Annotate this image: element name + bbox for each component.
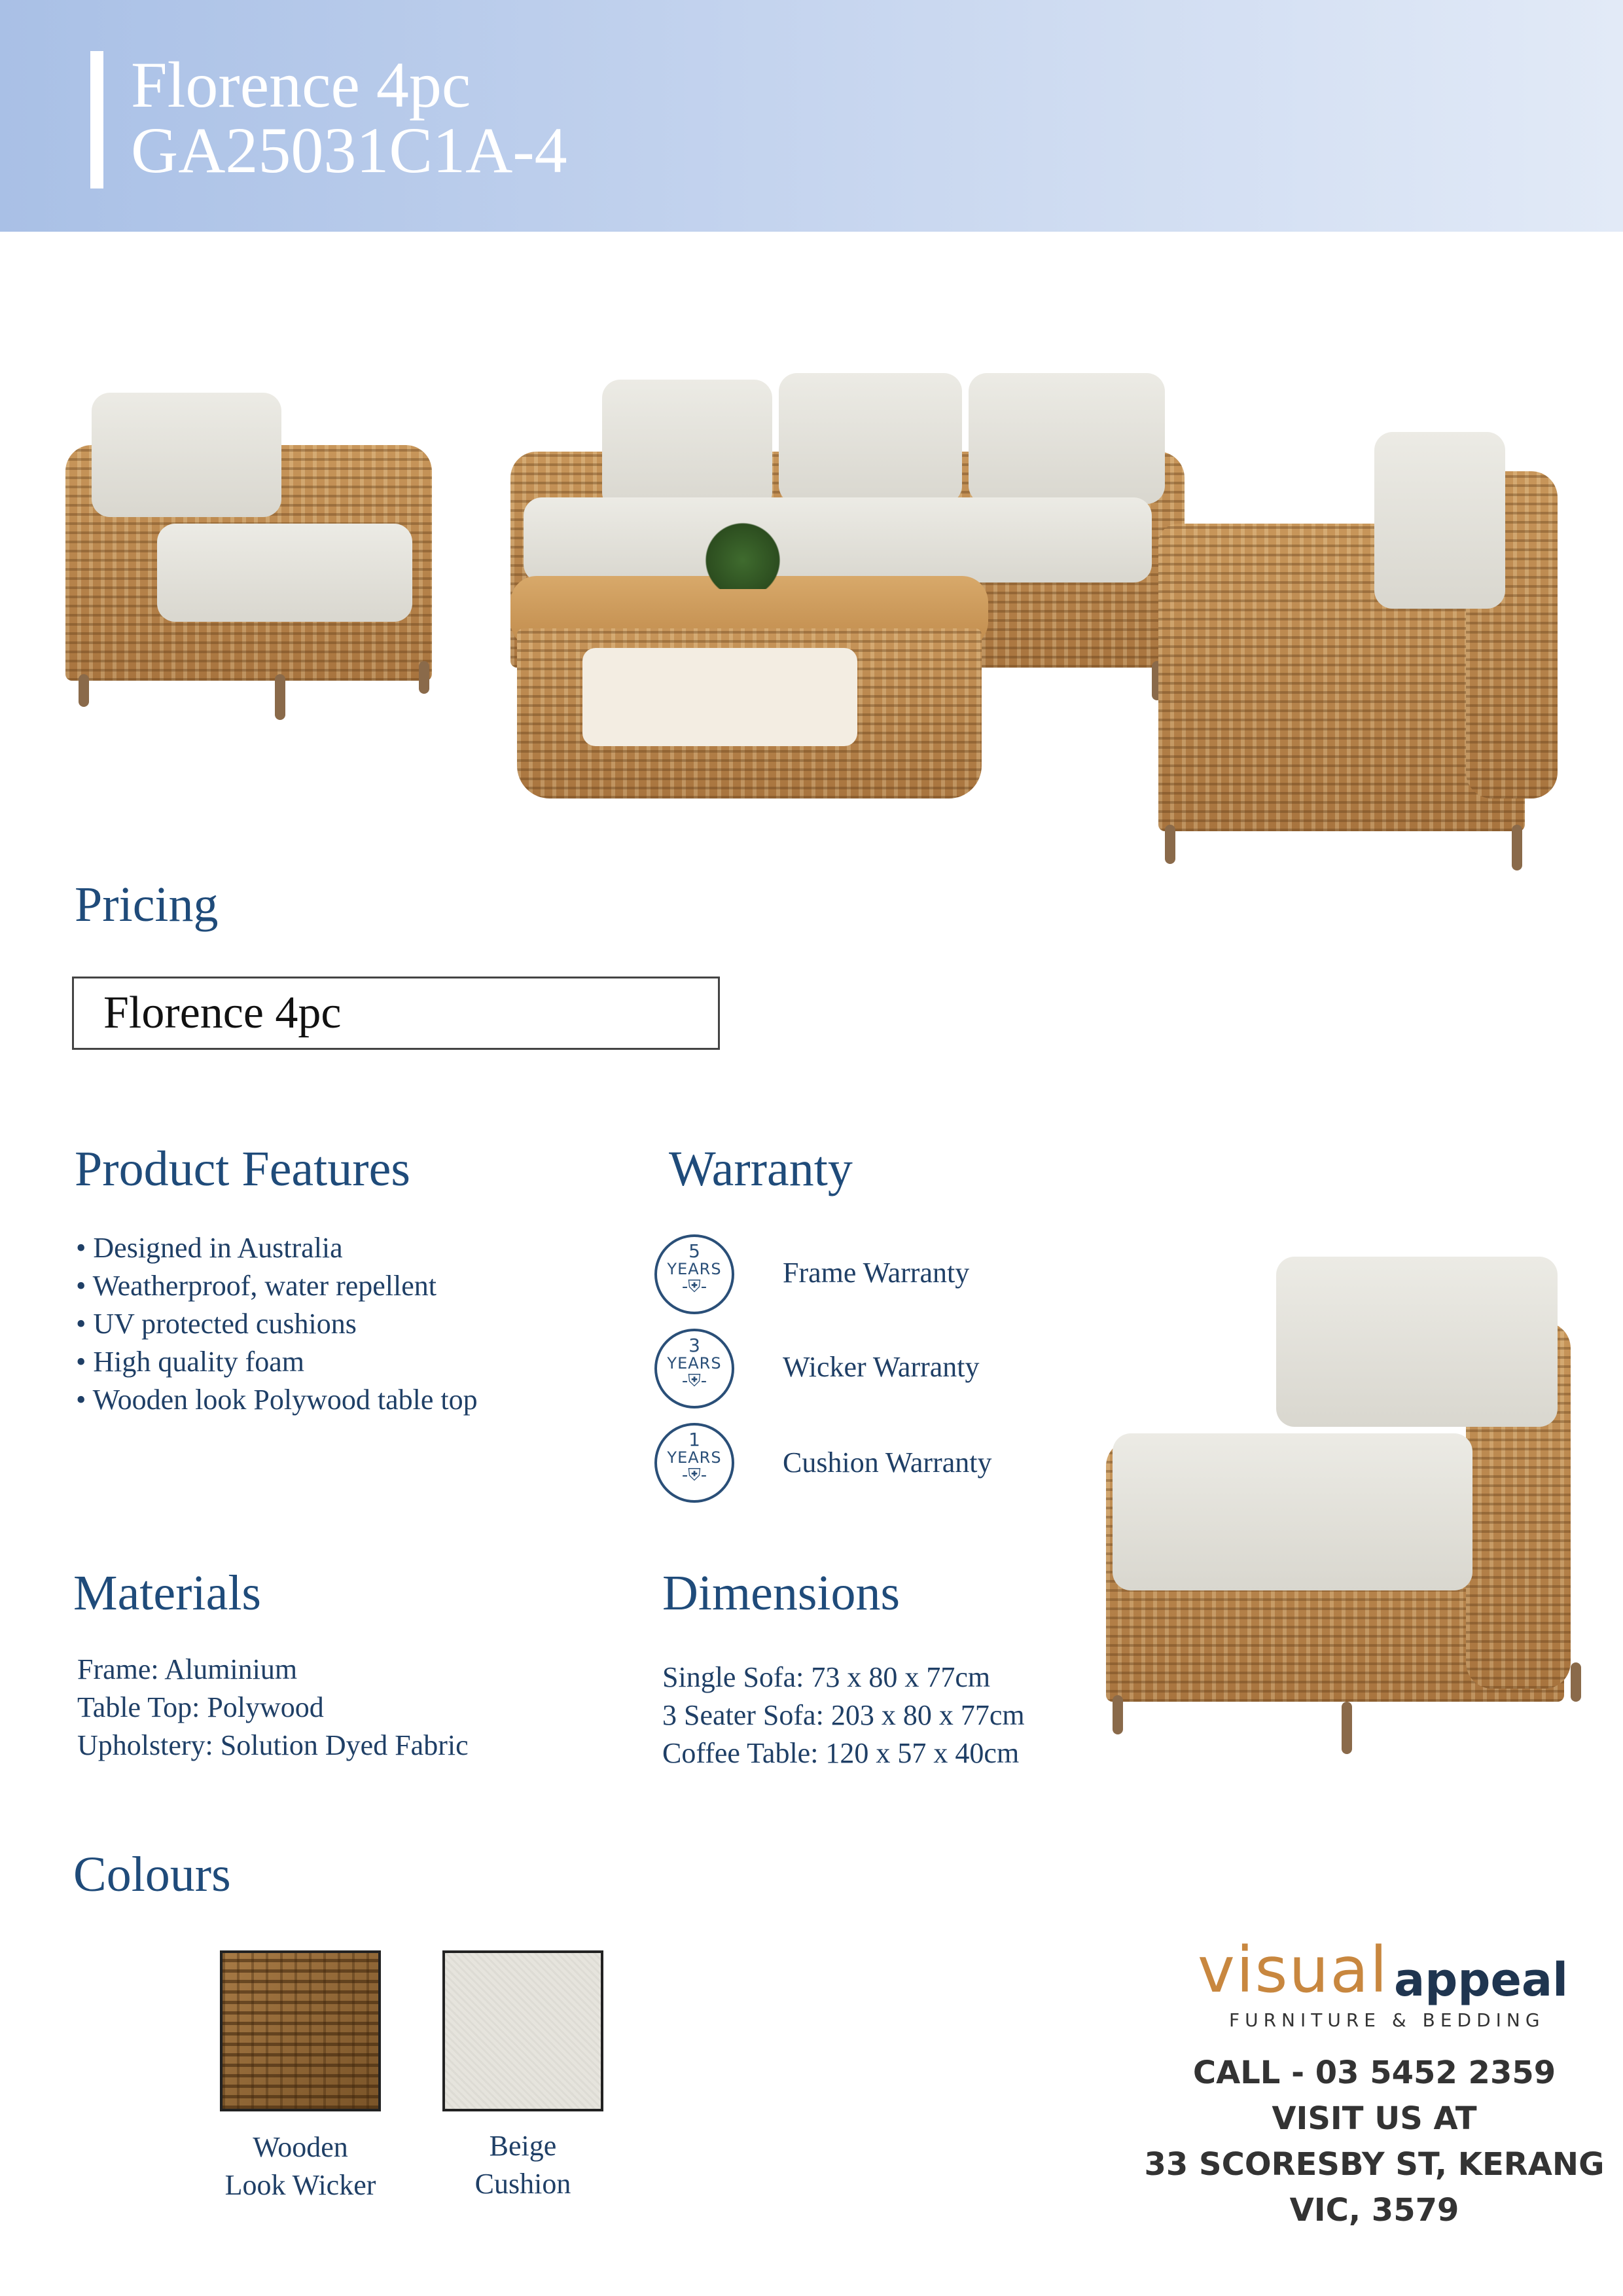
warranty-badge-3-years: [654, 1329, 734, 1408]
contact-visit: VISIT US AT: [1272, 2100, 1477, 2137]
colour-label-line: Look Wicker: [224, 2169, 376, 2201]
material-item: Table Top: Polywood: [77, 1691, 324, 1723]
plant-decoration: [700, 517, 785, 589]
shield-icon: -⛨-: [681, 1465, 707, 1485]
frame-warranty-label: Frame Warranty: [783, 1257, 970, 1289]
dimensions-heading: Dimensions: [662, 1566, 901, 1621]
product-code: GA25031C1A-4: [131, 114, 567, 187]
contact-address-line1: 33 SCORESBY ST, KERANG: [1144, 2146, 1605, 2183]
pricing-item: Florence 4pc: [103, 988, 342, 1038]
colours-heading: Colours: [73, 1847, 231, 1902]
years-label: YEARS: [667, 1260, 722, 1278]
armchair-right: [1158, 432, 1564, 877]
contact-phone: CALL - 03 5452 2359: [1192, 2054, 1556, 2091]
material-item: Frame: Aluminium: [77, 1653, 298, 1685]
feature-item: • Wooden look Polywood table top: [76, 1384, 478, 1416]
warranty-heading: Warranty: [669, 1141, 853, 1196]
product-title: Florence 4pc: [131, 48, 471, 121]
wooden-look-wicker-swatch: [220, 1950, 381, 2111]
logo-subtitle: FURNITURE & BEDDING: [1229, 2009, 1545, 2031]
shield-icon: -⛨-: [681, 1277, 707, 1297]
shield-icon: -⛨-: [681, 1371, 707, 1391]
feature-item: • Weatherproof, water repellent: [76, 1270, 437, 1302]
warranty-badge-1-year: [654, 1423, 734, 1503]
wicker-warranty-label: Wicker Warranty: [783, 1351, 980, 1383]
materials-heading: Materials: [73, 1566, 262, 1621]
colour-label-line: Cushion: [474, 2168, 571, 2200]
logo-appeal-text: appeal: [1394, 1953, 1569, 2007]
dimensions-list: [662, 1659, 1025, 1772]
armchair-photo: [1099, 1244, 1597, 1761]
contact-address-line2: VIC, 3579: [1289, 2192, 1459, 2229]
logo-visual-text: visual: [1198, 1933, 1389, 2007]
coffee-table: [510, 576, 988, 825]
dimension-item: 3 Seater Sofa: 203 x 80 x 77cm: [662, 1699, 1025, 1731]
warranty-years: 3: [688, 1335, 700, 1356]
cushion-colour-label: [408, 2127, 637, 2203]
beige-cushion-swatch: [442, 1950, 603, 2111]
feature-item: • High quality foam: [76, 1346, 305, 1378]
features-list: [76, 1229, 478, 1419]
colour-label-line: Wooden: [253, 2131, 348, 2163]
materials-list: [77, 1651, 469, 1765]
years-label: YEARS: [667, 1354, 722, 1372]
dimension-item: Coffee Table: 120 x 57 x 40cm: [662, 1737, 1020, 1769]
pricing-heading: Pricing: [75, 877, 219, 932]
wicker-colour-label: [186, 2128, 415, 2204]
dimension-item: Single Sofa: 73 x 80 x 77cm: [662, 1661, 991, 1693]
contact-block: [1080, 2050, 1623, 2233]
feature-item: • Designed in Australia: [76, 1232, 343, 1264]
material-item: Upholstery: Solution Dyed Fabric: [77, 1729, 469, 1761]
warranty-years: 5: [688, 1240, 700, 1262]
features-heading: Product Features: [75, 1141, 410, 1196]
hero-product-photo: [59, 367, 1577, 890]
warranty-badge-5-years: [654, 1234, 734, 1314]
warranty-years: 1: [688, 1429, 700, 1450]
colour-label-line: Beige: [489, 2130, 557, 2162]
years-label: YEARS: [667, 1448, 722, 1467]
feature-item: • UV protected cushions: [76, 1308, 357, 1340]
cushion-warranty-label: Cushion Warranty: [783, 1446, 992, 1479]
armchair-left: [65, 380, 432, 720]
header-accent-bar: [90, 51, 103, 188]
